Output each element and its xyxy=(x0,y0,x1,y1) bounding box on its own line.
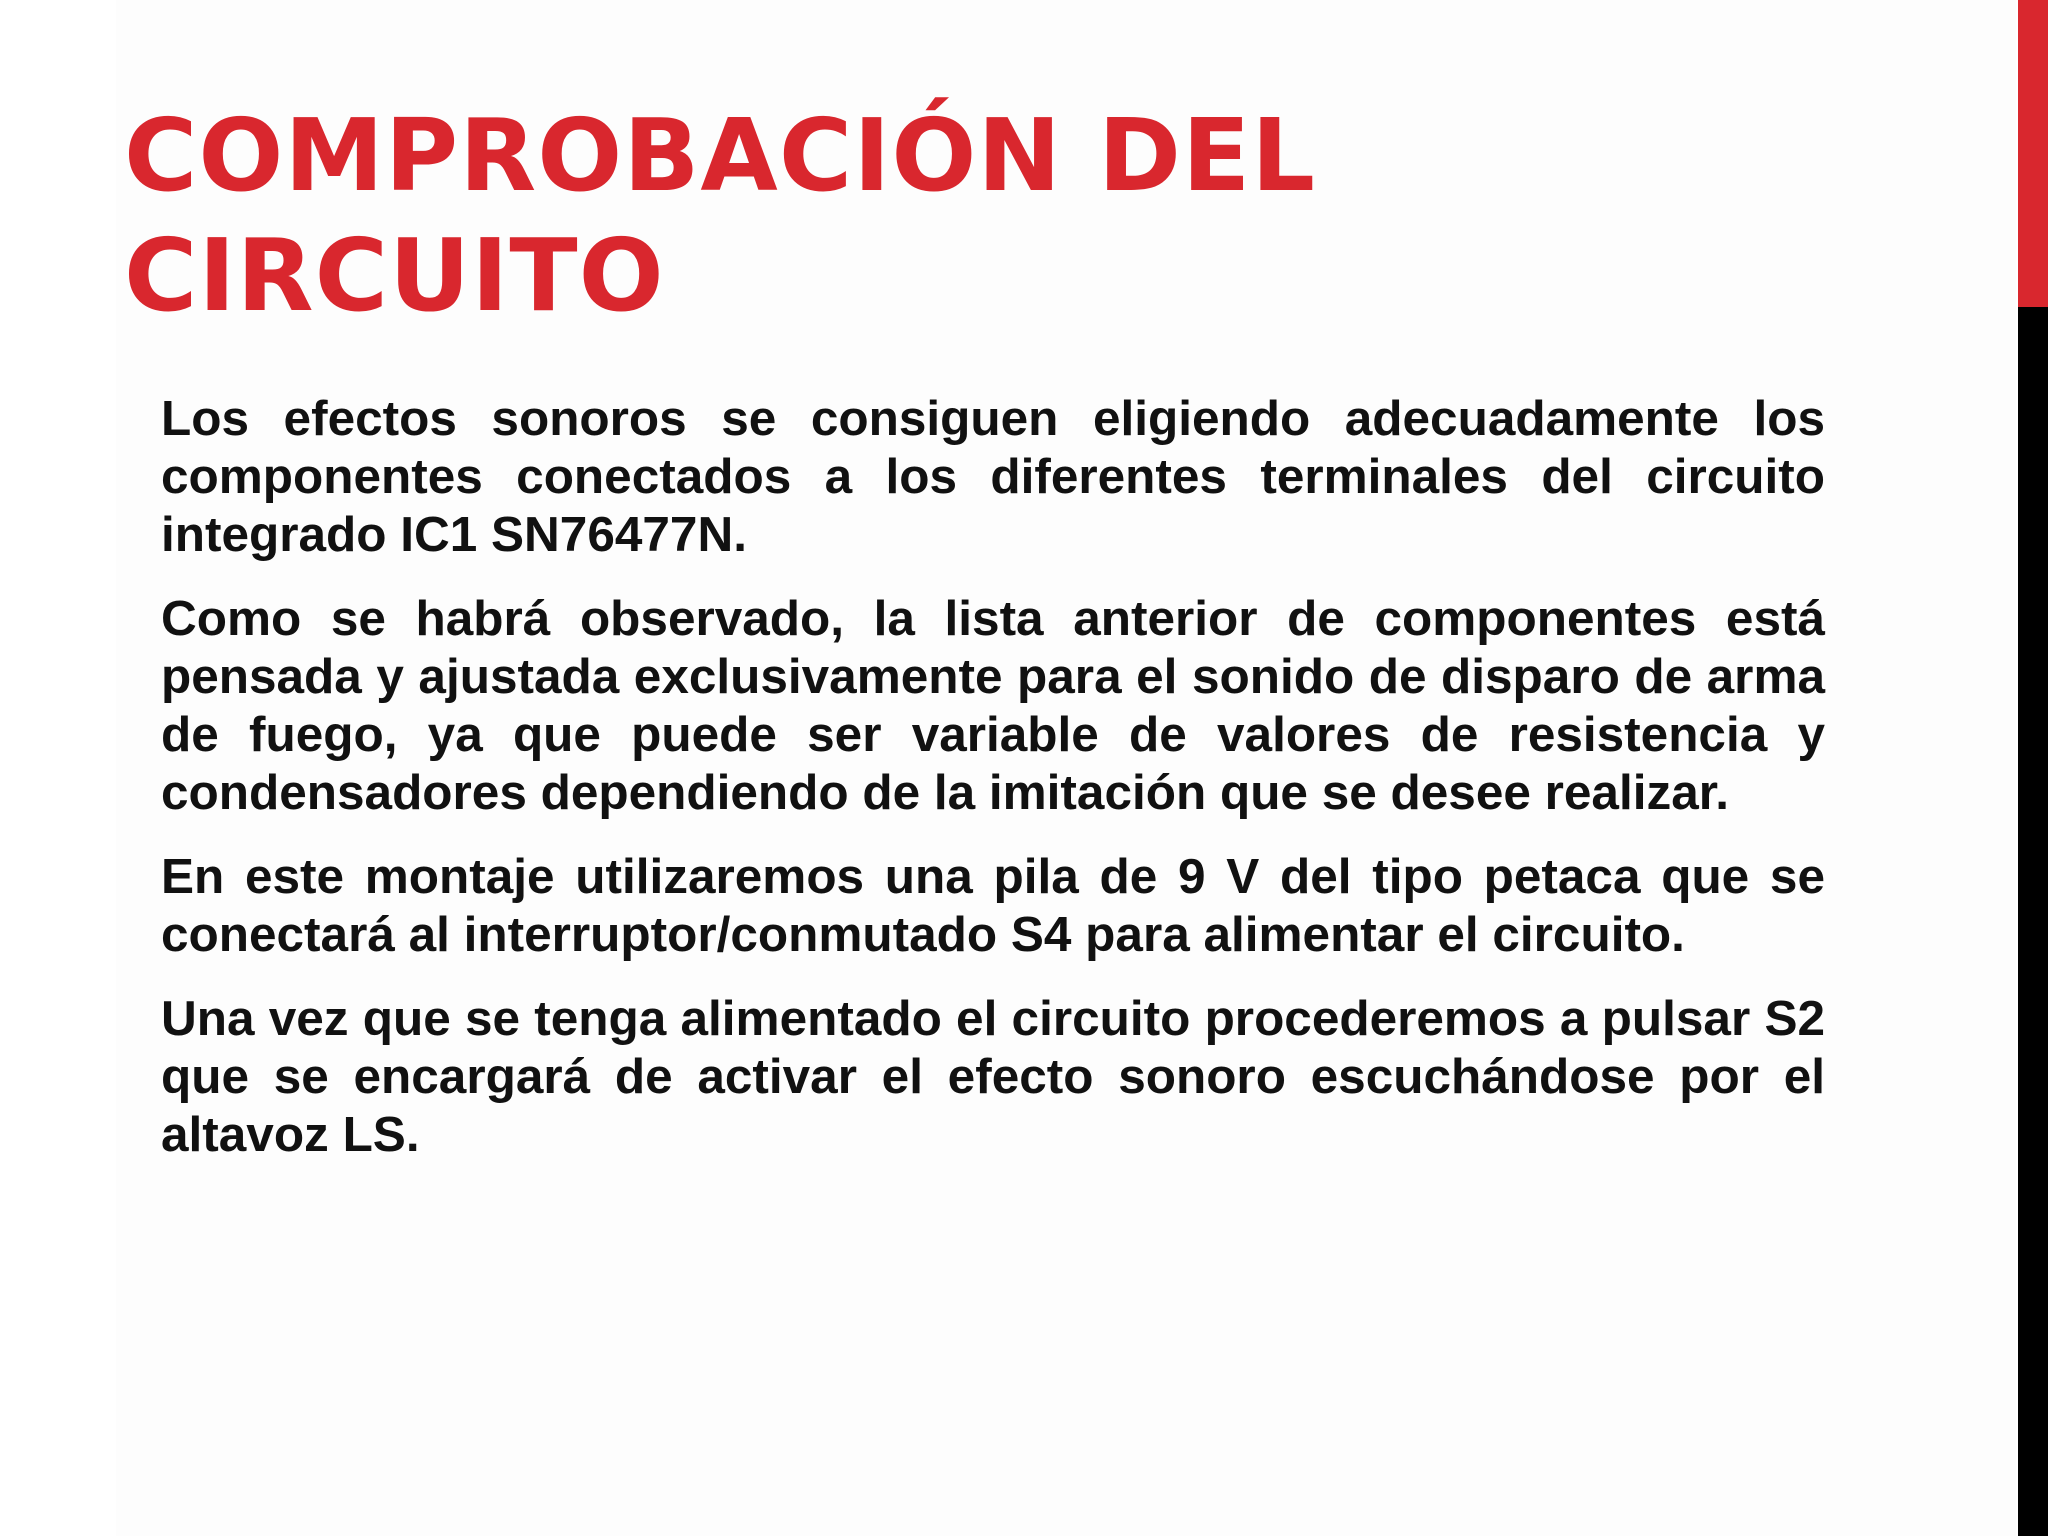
slide-title xyxy=(124,96,1624,336)
accent-bar-black xyxy=(2018,307,2048,1536)
slide-title-line-2: CIRCUITO xyxy=(124,217,665,334)
body-paragraph-4: Una vez que se tenga alimentado el circuito procederemos a pulsar S2 que se encargará de activar el efecto sonoro escuchándose por el altavoz LS. xyxy=(161,991,1825,1162)
slide-title-line-1: COMPROBACIÓN DEL xyxy=(124,97,1316,214)
body-paragraph-1: Los efectos sonoros se consiguen eligiendo adecuadamente los componentes conectados a los diferentes terminales del circuito integrado IC1 SN76477N. xyxy=(161,391,1825,562)
body-paragraph-3: En este montaje utilizaremos una pila de 9 V del tipo petaca que se conectará al interruptor/conmutado S4 para alimentar el circuito. xyxy=(161,849,1825,962)
body-paragraph-2: Como se habrá observado, la lista anterior de componentes está pensada y ajustada exclusivamente para el sonido de disparo de arma de fuego, ya que puede ser variable de valores de resistencia y condensadores dependiendo de la imitación que se desee realizar. xyxy=(161,591,1825,820)
accent-bar-red xyxy=(2018,0,2048,307)
slide-body xyxy=(161,390,1825,1190)
